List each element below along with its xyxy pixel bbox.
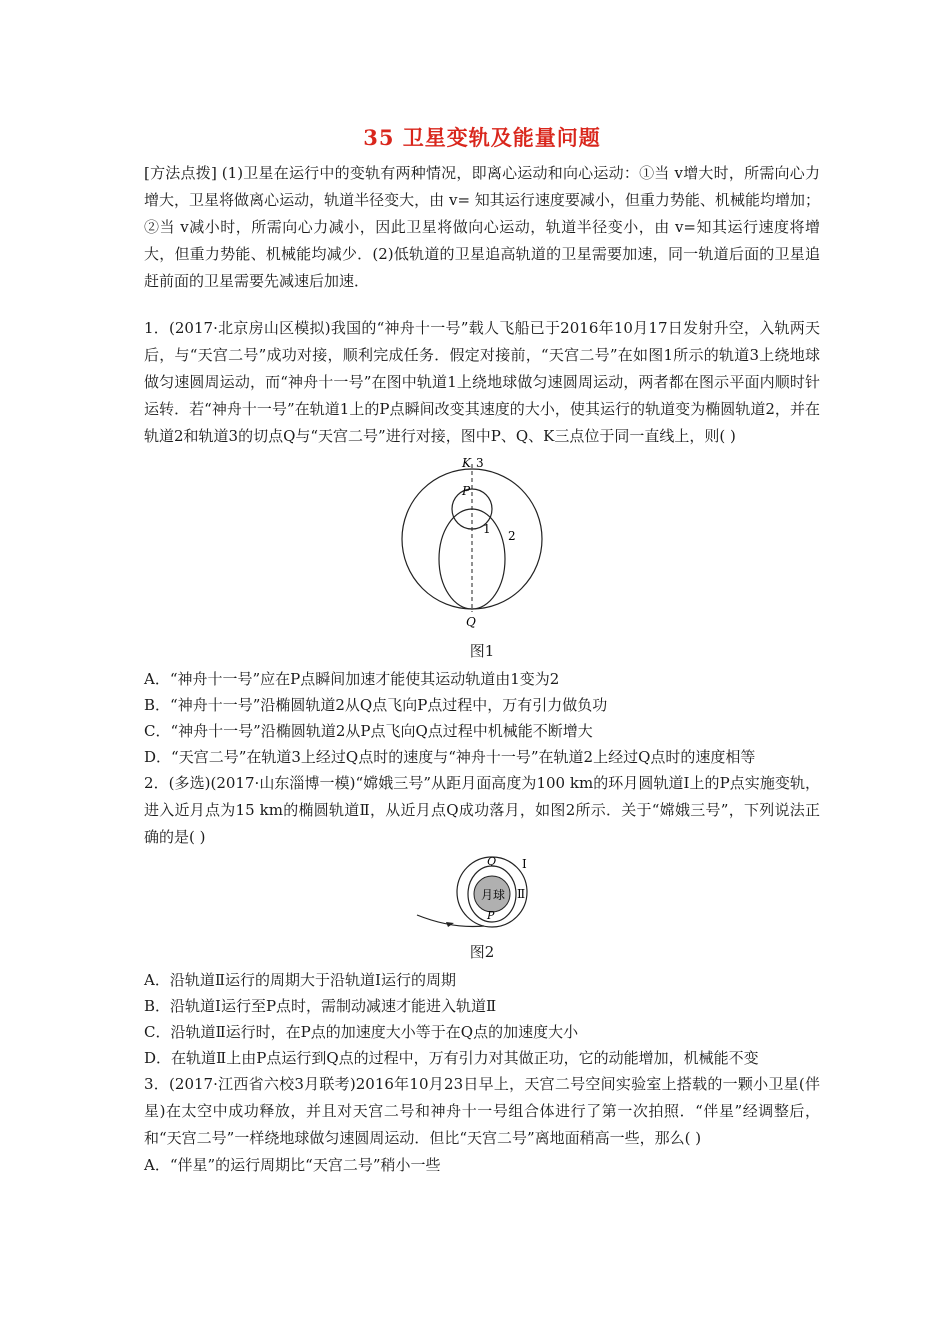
figure-2 xyxy=(144,853,820,939)
orbit-diagram-2 xyxy=(412,853,552,935)
spacer xyxy=(144,295,820,315)
question-2-stem: 2．(多选)(2017·山东淄博一模)“嫦娥三号”从距月面高度为100 km的环月圆轨道Ⅰ上的P点实施变轨，进入近月点为15 km的椭圆轨道Ⅱ，从近月点Q成功落月，如图2所示．关于“嫦娥三号”，下列说法正确的是( ) xyxy=(144,774,820,846)
question-2-option-d: D．在轨道Ⅱ上由P点运行到Q点的过程中，万有引力对其做正功，它的动能增加，机械能不变 xyxy=(144,1049,759,1067)
label-p: P xyxy=(487,909,495,922)
label-2: 2 xyxy=(508,529,516,543)
label-orbit-i: Ⅰ xyxy=(522,857,527,871)
figure-1 xyxy=(144,452,820,638)
label-1: 1 xyxy=(483,522,491,536)
label-p: P xyxy=(462,484,471,498)
question-3-stem: 3．(2017·江西省六校3月联考)2016年10月23日早上，天宫二号空间实验室上搭载的一颗小卫星(伴星)在太空中成功释放，并且对天宫二号和神舟十一号组合体进行了第一次拍照．“伴星”经调整后，和“天宫二号”一样绕地球做匀速圆周运动．但比“天宫二号”离地面稍高一些，那么( ) xyxy=(144,1075,820,1147)
page-title: 35 卫星变轨及能量问题 xyxy=(363,125,601,150)
document-page xyxy=(144,122,820,1178)
question-2-option-a: A．沿轨道Ⅱ运行的周期大于沿轨道Ⅰ运行的周期 xyxy=(144,971,456,989)
label-orbit-ii: Ⅱ xyxy=(517,887,526,901)
question-1-option-b: B．“神舟十一号”沿椭圆轨道2从Q点飞向P点过程中，万有引力做负功 xyxy=(144,696,608,714)
method-tips: [方法点拨] (1)卫星在运行中的变轨有两种情况，即离心运动和向心运动：①当 v增大时，所需向心力增大，卫星将做离心运动，轨道半径变大，由 v= 知其运行速度要减小，但重力势能、机械能均增加；②当 v减小时，所需向心力减小，因此卫星将做向心运动，轨道半径变小，由 v=知其运行速度将增大，但重力势能、机械能均减少．(2)低轨道的卫星追高轨道的卫星需要加速，同一轨道后面的卫星追赶前面的卫星需要先减速后加速． xyxy=(144,164,820,290)
figure-1-caption: 图1 xyxy=(469,642,495,660)
question-1-stem: 1．(2017·北京房山区模拟)我国的“神舟十一号”载人飞船已于2016年10月17日发射升空，入轨两天后，与“天宫二号”成功对接，顺利完成任务．假定对接前，“天宫二号”在如图1所示的轨道3上绕地球做匀速圆周运动，而“神舟十一号”在图中轨道1上绕地球做匀速圆周运动，两者都在图示平面内顺时针运转．若“神舟十一号”在轨道1上的P点瞬间改变其速度的大小，使其运行的轨道变为椭圆轨道2，并在轨道2和轨道3的切点Q与“天宫二号”进行对接，图中P、Q、K三点位于同一直线上，则( ) xyxy=(144,319,820,445)
label-q: Q xyxy=(466,615,476,629)
orbit-diagram-1 xyxy=(382,452,582,634)
question-1-option-c: C．“神舟十一号”沿椭圆轨道2从P点飞向Q点过程中机械能不断增大 xyxy=(144,722,593,740)
orbit-3 xyxy=(402,469,542,609)
label-q: Q xyxy=(487,855,497,868)
figure-2-caption: 图2 xyxy=(469,943,495,961)
question-3-option-a: A．“伴星”的运行周期比“天宫二号”稍小一些 xyxy=(144,1156,441,1174)
question-2-option-c: C．沿轨道Ⅱ运行时，在P点的加速度大小等于在Q点的加速度大小 xyxy=(144,1023,579,1041)
label-moon: 月球 xyxy=(481,888,506,902)
label-k: K xyxy=(462,456,471,470)
question-2-option-b: B．沿轨道Ⅰ运行至P点时，需制动减速才能进入轨道Ⅱ xyxy=(144,997,497,1015)
question-1-option-a: A．“神舟十一号”应在P点瞬间加速才能使其运动轨道由1变为2 xyxy=(144,670,560,688)
question-1-option-d: D．“天宫二号”在轨道3上经过Q点时的速度与“神舟十一号”在轨道2上经过Q点时的速度相等 xyxy=(144,748,756,766)
label-3: 3 xyxy=(476,456,484,470)
